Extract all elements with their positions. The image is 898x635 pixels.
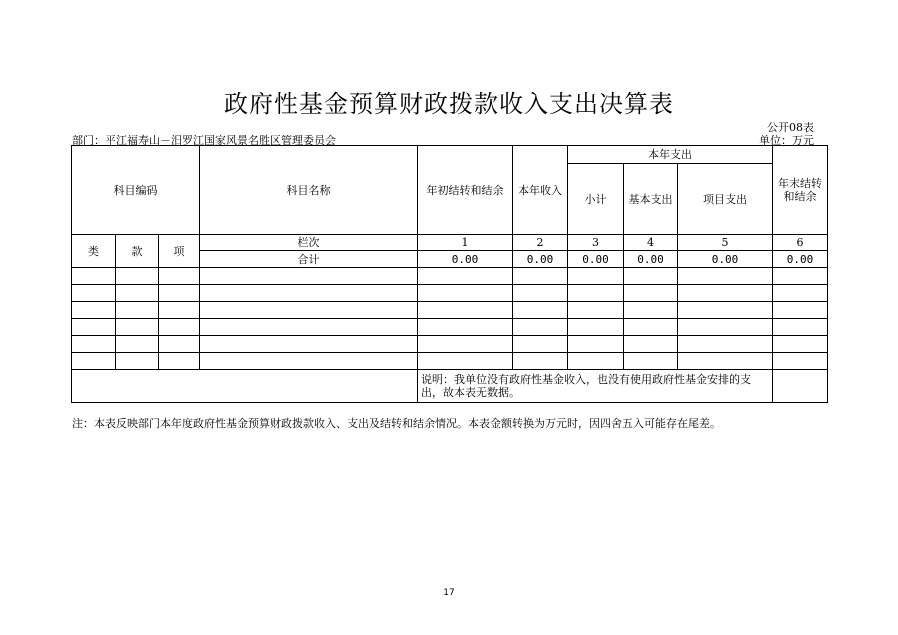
total-value: 0.00 (678, 251, 773, 268)
header-annual-income: 本年收入 (513, 146, 568, 235)
header-subject-name: 科目名称 (200, 146, 418, 235)
header-annual-expense: 本年支出 (568, 146, 773, 164)
column-number: 1 (418, 235, 513, 251)
table-row (72, 302, 828, 319)
note-empty-cell (72, 370, 418, 403)
table-row (72, 319, 828, 336)
table-row (72, 268, 828, 285)
table-row (72, 353, 828, 370)
total-value: 0.00 (418, 251, 513, 268)
form-number: 公开08表 (767, 121, 814, 134)
footnote: 注：本表反映部门本年度政府性基金预算财政拨款收入、支出及结转和结余情况。本表金额转换为万元时，因四舍五入可能存在尾差。 (72, 417, 721, 430)
note-empty-cell (773, 370, 828, 403)
header-subject-code: 科目编码 (72, 146, 200, 235)
unit-label: 单位：万元 (759, 134, 814, 147)
header-item: 项 (159, 235, 200, 268)
header-opening-balance: 年初结转和结余 (418, 146, 513, 235)
total-value: 0.00 (568, 251, 624, 268)
page-number: 17 (443, 588, 455, 598)
total-label: 合计 (200, 251, 418, 268)
column-index-label: 栏次 (200, 235, 418, 251)
column-number: 4 (624, 235, 678, 251)
header-project-expense: 项目支出 (678, 164, 773, 235)
table-row (72, 336, 828, 353)
column-number: 6 (773, 235, 828, 251)
column-number: 2 (513, 235, 568, 251)
department-label: 部门：平江福寿山－汨罗江国家风景名胜区管理委员会 (72, 134, 336, 147)
budget-table (71, 145, 828, 403)
header-section: 款 (116, 235, 159, 268)
total-value: 0.00 (773, 251, 828, 268)
header-subtotal: 小计 (568, 164, 624, 235)
page-title: 政府性基金预算财政拨款收入支出决算表 (224, 90, 674, 118)
total-value: 0.00 (513, 251, 568, 268)
table-row (72, 285, 828, 302)
header-class: 类 (72, 235, 116, 268)
header-basic-expense: 基本支出 (624, 164, 678, 235)
total-value: 0.00 (624, 251, 678, 268)
header-closing-balance: 年末结转和结余 (773, 146, 828, 235)
column-number: 5 (678, 235, 773, 251)
note-text: 说明：我单位没有政府性基金收入，也没有使用政府性基金安排的支出，故本表无数据。 (418, 370, 773, 403)
column-number: 3 (568, 235, 624, 251)
